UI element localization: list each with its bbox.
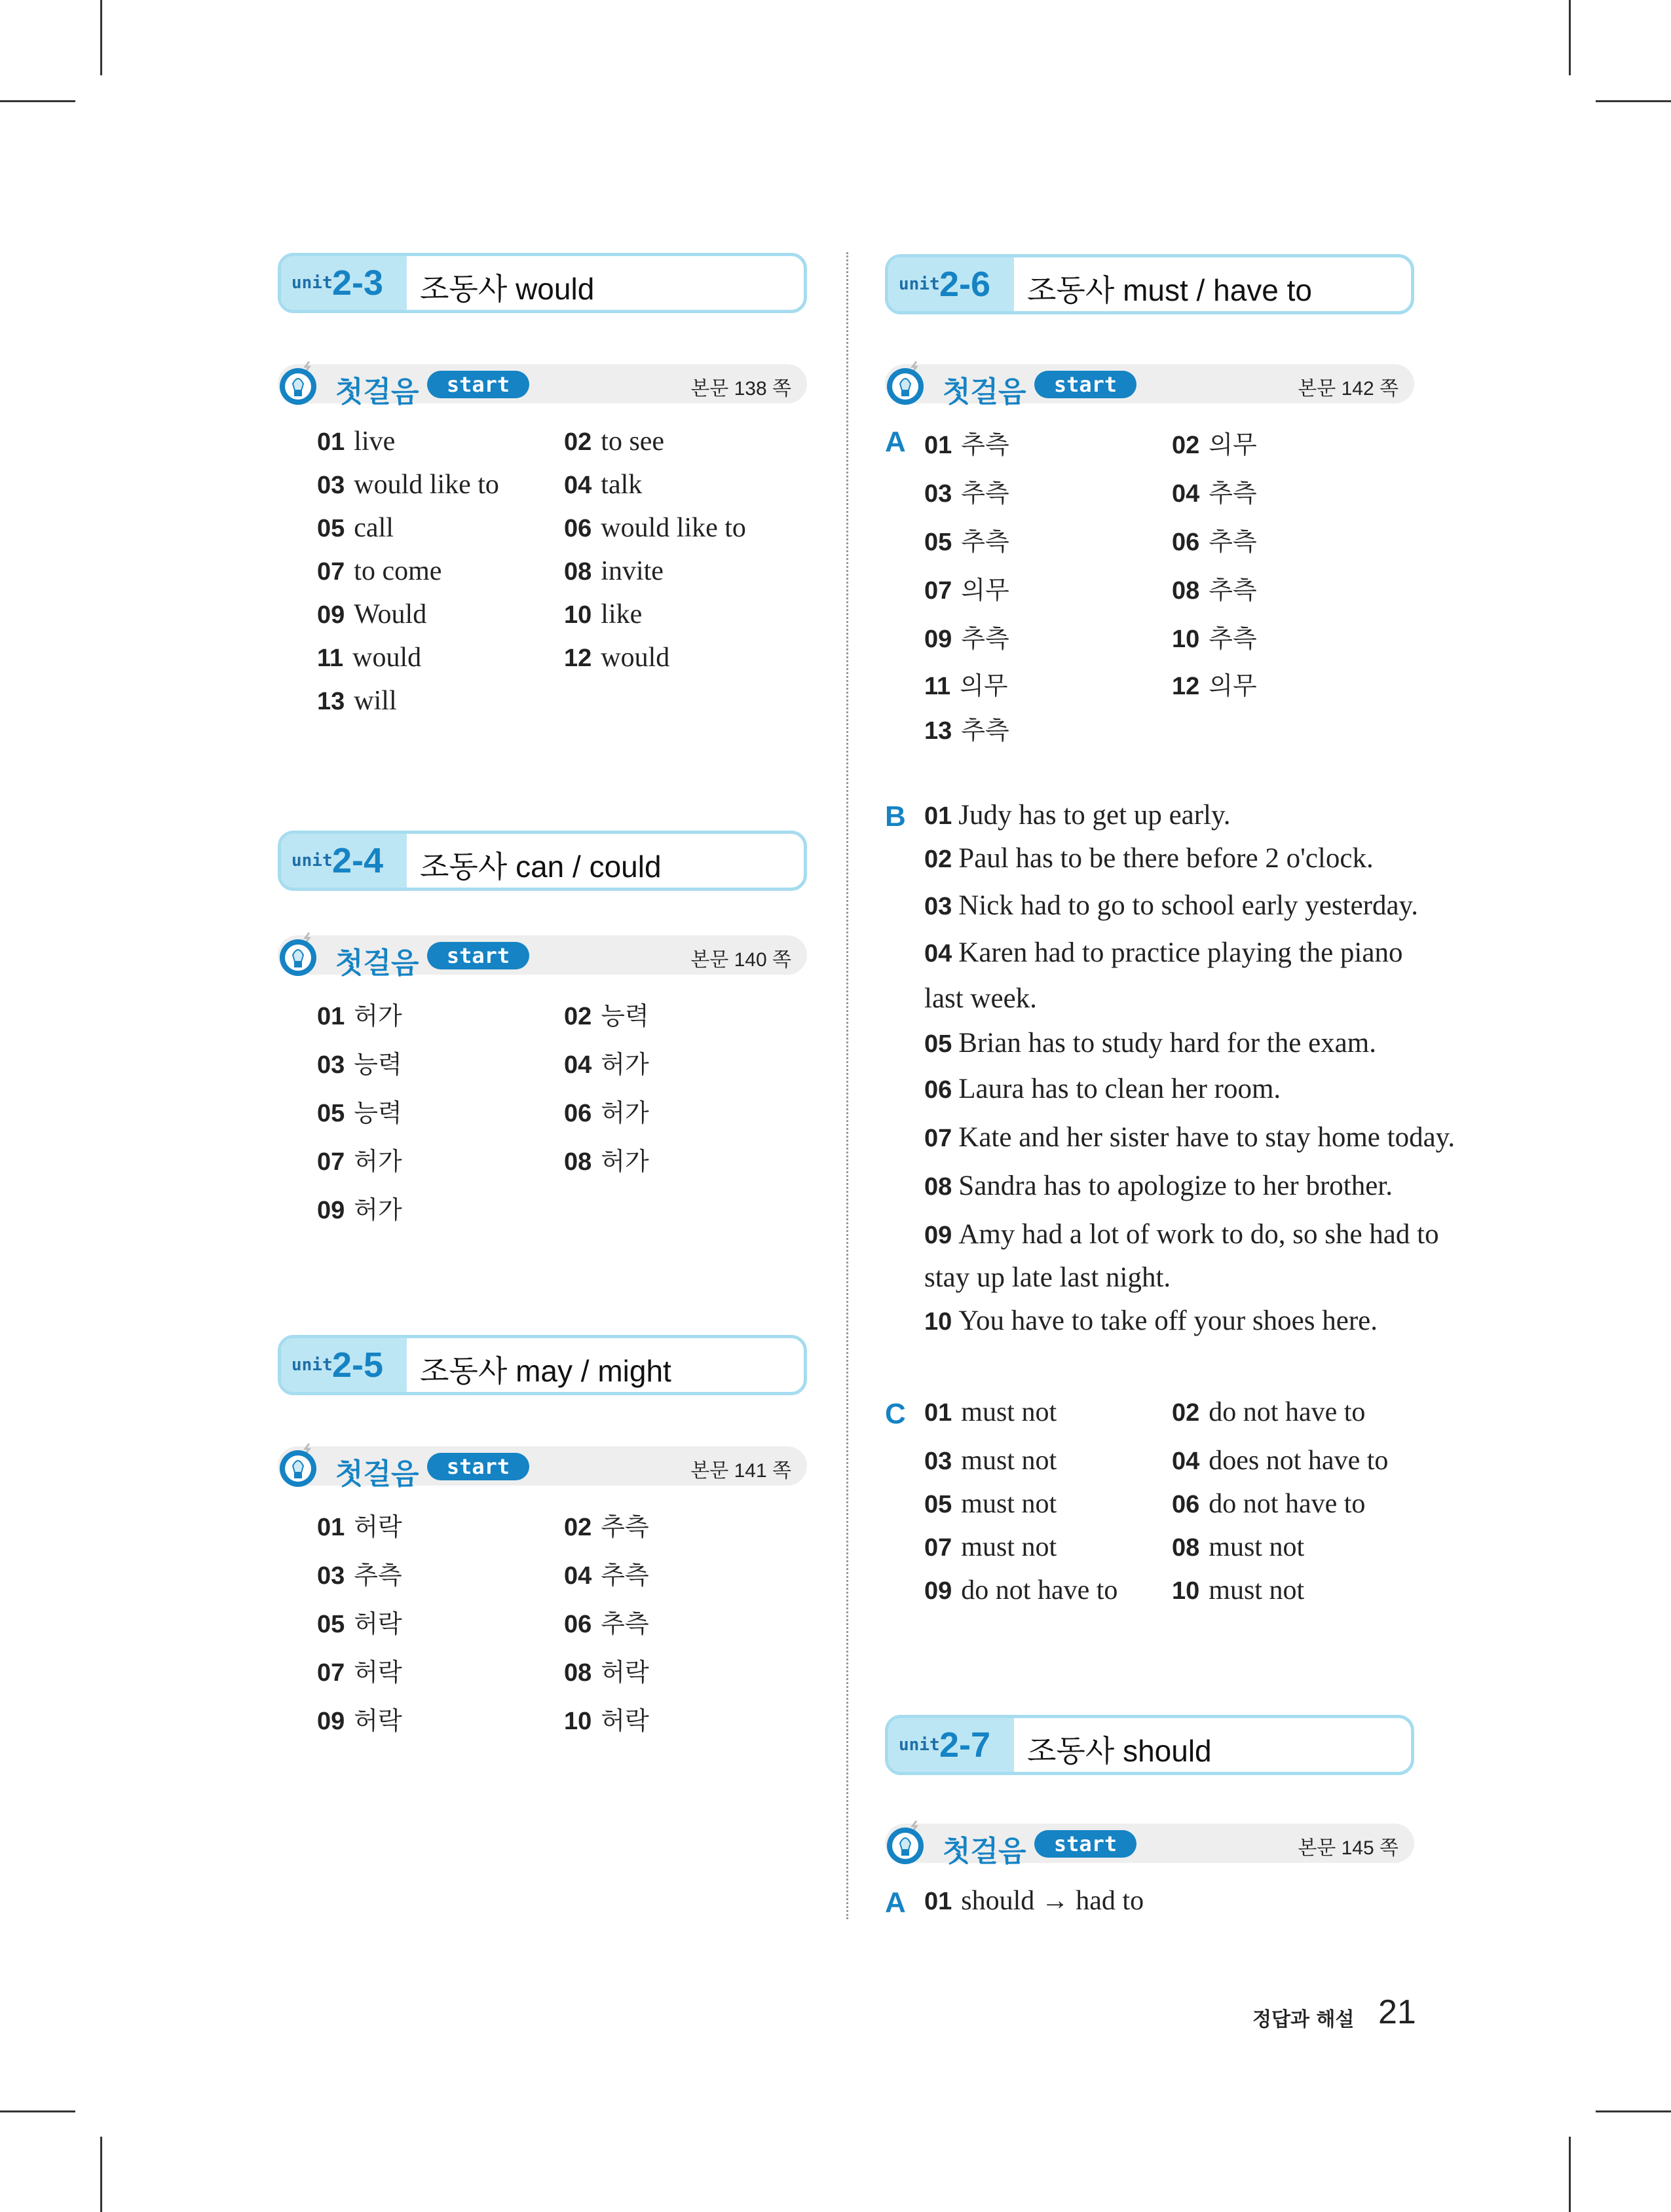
unit-header-2-6 xyxy=(885,254,1414,314)
part-letter-a: A xyxy=(885,426,906,458)
crop-mark xyxy=(1596,2110,1671,2112)
crop-mark xyxy=(100,0,102,75)
page-reference: 본문 142 쪽 xyxy=(1298,378,1399,400)
answer-item: 05 허락 xyxy=(317,1609,402,1638)
answer-item: 01 should → had to xyxy=(924,1886,1144,1916)
answer-item: 13 추측 xyxy=(924,716,1009,745)
sentence-continuation: stay up late last night. xyxy=(924,1262,1171,1293)
start-pill: start xyxy=(427,371,529,398)
sentence-item: 03 Nick had to go to school early yesterday. xyxy=(924,890,1419,921)
answer-item: 02 to see xyxy=(564,426,665,457)
answer-item: 08 invite xyxy=(564,556,664,586)
unit-tag xyxy=(281,834,407,888)
answer-item: 07 허가 xyxy=(317,1147,402,1176)
answer-item: 05 추측 xyxy=(924,527,1009,556)
answer-item: 09 Would xyxy=(317,599,427,629)
answer-item: 04 추측 xyxy=(564,1561,649,1590)
section-label: 정답과 해설 xyxy=(1252,2008,1355,2031)
unit-number: 2-6 xyxy=(939,265,991,304)
answer-item: 12 would xyxy=(564,643,670,673)
answer-item: 07 must not xyxy=(924,1532,1057,1562)
crop-mark xyxy=(1569,0,1571,75)
answer-item: 04 talk xyxy=(564,470,643,500)
answer-item: 04 추측 xyxy=(1172,479,1257,508)
answer-item: 10 허락 xyxy=(564,1706,649,1735)
answer-item: 01 허가 xyxy=(317,1002,402,1030)
sentence-item: 10 You have to take off your shoes here. xyxy=(924,1305,1378,1336)
answer-item: 06 추측 xyxy=(564,1609,649,1638)
unit-word: unit xyxy=(899,274,940,294)
unit-word: unit xyxy=(899,1735,940,1755)
answer-item: 03 추측 xyxy=(317,1561,402,1590)
unit-number: 2-5 xyxy=(332,1345,384,1385)
page-reference: 본문 145 쪽 xyxy=(1298,1837,1399,1859)
sentence-item: 05 Brian has to study hard for the exam. xyxy=(924,1028,1376,1059)
unit-word: unit xyxy=(291,273,333,293)
answer-item: 10 must not xyxy=(1172,1575,1305,1605)
crop-mark xyxy=(1569,2137,1571,2212)
start-bar-2-7 xyxy=(885,1824,1414,1868)
answer-item: 09 추측 xyxy=(924,624,1009,653)
step-label: 첫걸음 xyxy=(943,1835,1026,1868)
start-pill: start xyxy=(427,1453,529,1480)
answer-item: 01 허락 xyxy=(317,1512,402,1541)
lightbulb-icon xyxy=(882,1820,928,1865)
answer-item: 13 will xyxy=(317,686,397,716)
answer-item: 06 do not have to xyxy=(1172,1489,1366,1519)
start-pill: start xyxy=(1034,1830,1136,1858)
answer-item: 02 의무 xyxy=(1172,430,1257,459)
answer-item: 02 능력 xyxy=(564,1002,649,1030)
unit-number: 2-7 xyxy=(939,1725,991,1765)
answer-item: 07 to come xyxy=(317,556,442,586)
unit-header-2-5 xyxy=(278,1335,807,1395)
answer-item: 05 call xyxy=(317,513,394,543)
step-label: 첫걸음 xyxy=(943,375,1026,409)
unit-header-2-3 xyxy=(278,253,807,313)
crop-mark xyxy=(1596,100,1671,102)
answer-item: 04 허가 xyxy=(564,1050,649,1079)
start-bar-2-4 xyxy=(278,935,807,980)
step-label: 첫걸음 xyxy=(335,1457,419,1491)
answer-item: 01 live xyxy=(317,426,396,457)
unit-header-2-4 xyxy=(278,831,807,891)
page-number: 21 xyxy=(1378,1993,1416,2031)
crop-mark xyxy=(100,2137,102,2212)
answer-item: 06 would like to xyxy=(564,513,746,543)
answer-item: 08 추측 xyxy=(1172,576,1257,605)
answer-item: 02 do not have to xyxy=(1172,1397,1366,1427)
answer-item: 03 추측 xyxy=(924,479,1009,508)
unit-tag xyxy=(281,1338,407,1392)
unit-title: 조동사 can / could xyxy=(420,850,662,884)
unit-word: unit xyxy=(291,851,333,871)
unit-number: 2-4 xyxy=(332,841,384,880)
sentence-item: 04 Karen had to practice playing the piano xyxy=(924,937,1403,968)
answer-item: 08 must not xyxy=(1172,1532,1305,1562)
answer-item: 06 허가 xyxy=(564,1098,649,1127)
crop-mark xyxy=(0,100,75,102)
answer-item: 03 would like to xyxy=(317,470,499,500)
unit-word: unit xyxy=(291,1355,333,1375)
lightbulb-icon xyxy=(275,931,321,977)
lightbulb-icon xyxy=(882,360,928,406)
unit-title: 조동사 would xyxy=(420,272,595,306)
sentence-item: 06 Laura has to clean her room. xyxy=(924,1074,1281,1104)
answer-item: 01 추측 xyxy=(924,430,1009,459)
page-reference: 본문 138 쪽 xyxy=(690,378,791,400)
part-letter-a: A xyxy=(885,1886,906,1919)
sentence-continuation: last week. xyxy=(924,983,1037,1014)
start-pill: start xyxy=(1034,371,1136,398)
answer-item: 05 능력 xyxy=(317,1098,402,1127)
page-reference: 본문 140 쪽 xyxy=(690,949,791,971)
answer-item: 07 의무 xyxy=(924,576,1009,605)
answer-item: 06 추측 xyxy=(1172,527,1257,556)
answer-item: 04 does not have to xyxy=(1172,1446,1389,1476)
answer-item: 05 must not xyxy=(924,1489,1057,1519)
answer-item: 11 would xyxy=(317,643,422,673)
step-label: 첫걸음 xyxy=(335,375,419,409)
unit-title: 조동사 must / have to xyxy=(1027,273,1313,307)
answer-item: 10 추측 xyxy=(1172,624,1257,653)
answer-item: 02 추측 xyxy=(564,1512,649,1541)
start-bar-2-6 xyxy=(885,364,1414,409)
answer-item: 03 능력 xyxy=(317,1050,402,1079)
answer-item: 07 허락 xyxy=(317,1658,402,1687)
column-divider xyxy=(846,252,848,1919)
start-pill: start xyxy=(427,942,529,969)
page-reference: 본문 141 쪽 xyxy=(690,1460,791,1482)
lightbulb-icon xyxy=(275,1442,321,1488)
answer-item: 01 must not xyxy=(924,1397,1057,1427)
answer-item: 12 의무 xyxy=(1172,671,1257,700)
step-label: 첫걸음 xyxy=(335,947,419,980)
sentence-item: 08 Sandra has to apologize to her brother. xyxy=(924,1171,1393,1201)
answer-item: 09 허가 xyxy=(317,1195,402,1224)
sentence-item: 09 Amy had a lot of work to do, so she had to xyxy=(924,1219,1439,1250)
answer-item: 08 허락 xyxy=(564,1658,649,1687)
answer-item: 09 do not have to xyxy=(924,1575,1118,1605)
unit-tag xyxy=(888,1718,1014,1772)
unit-tag xyxy=(281,256,407,310)
unit-number: 2-3 xyxy=(332,263,384,303)
start-bar-2-3 xyxy=(278,364,807,409)
unit-title: 조동사 should xyxy=(1027,1734,1212,1768)
answer-item: 10 like xyxy=(564,599,643,629)
sentence-item: 07 Kate and her sister have to stay home today. xyxy=(924,1122,1455,1153)
answer-item: 03 must not xyxy=(924,1446,1057,1476)
crop-mark xyxy=(0,2110,75,2112)
part-letter-c: C xyxy=(885,1398,906,1430)
unit-title: 조동사 may / might xyxy=(420,1354,671,1388)
unit-tag xyxy=(888,257,1014,311)
answer-item: 08 허가 xyxy=(564,1147,649,1176)
answer-item: 11 의무 xyxy=(924,671,1008,700)
sentence-item: 01 Judy has to get up early. xyxy=(924,800,1231,831)
sentence-item: 02 Paul has to be there before 2 o'clock. xyxy=(924,843,1374,874)
answer-item: 09 허락 xyxy=(317,1706,402,1735)
lightbulb-icon xyxy=(275,360,321,406)
start-bar-2-5 xyxy=(278,1446,807,1491)
part-letter-b: B xyxy=(885,800,906,833)
unit-header-2-7 xyxy=(885,1715,1414,1775)
